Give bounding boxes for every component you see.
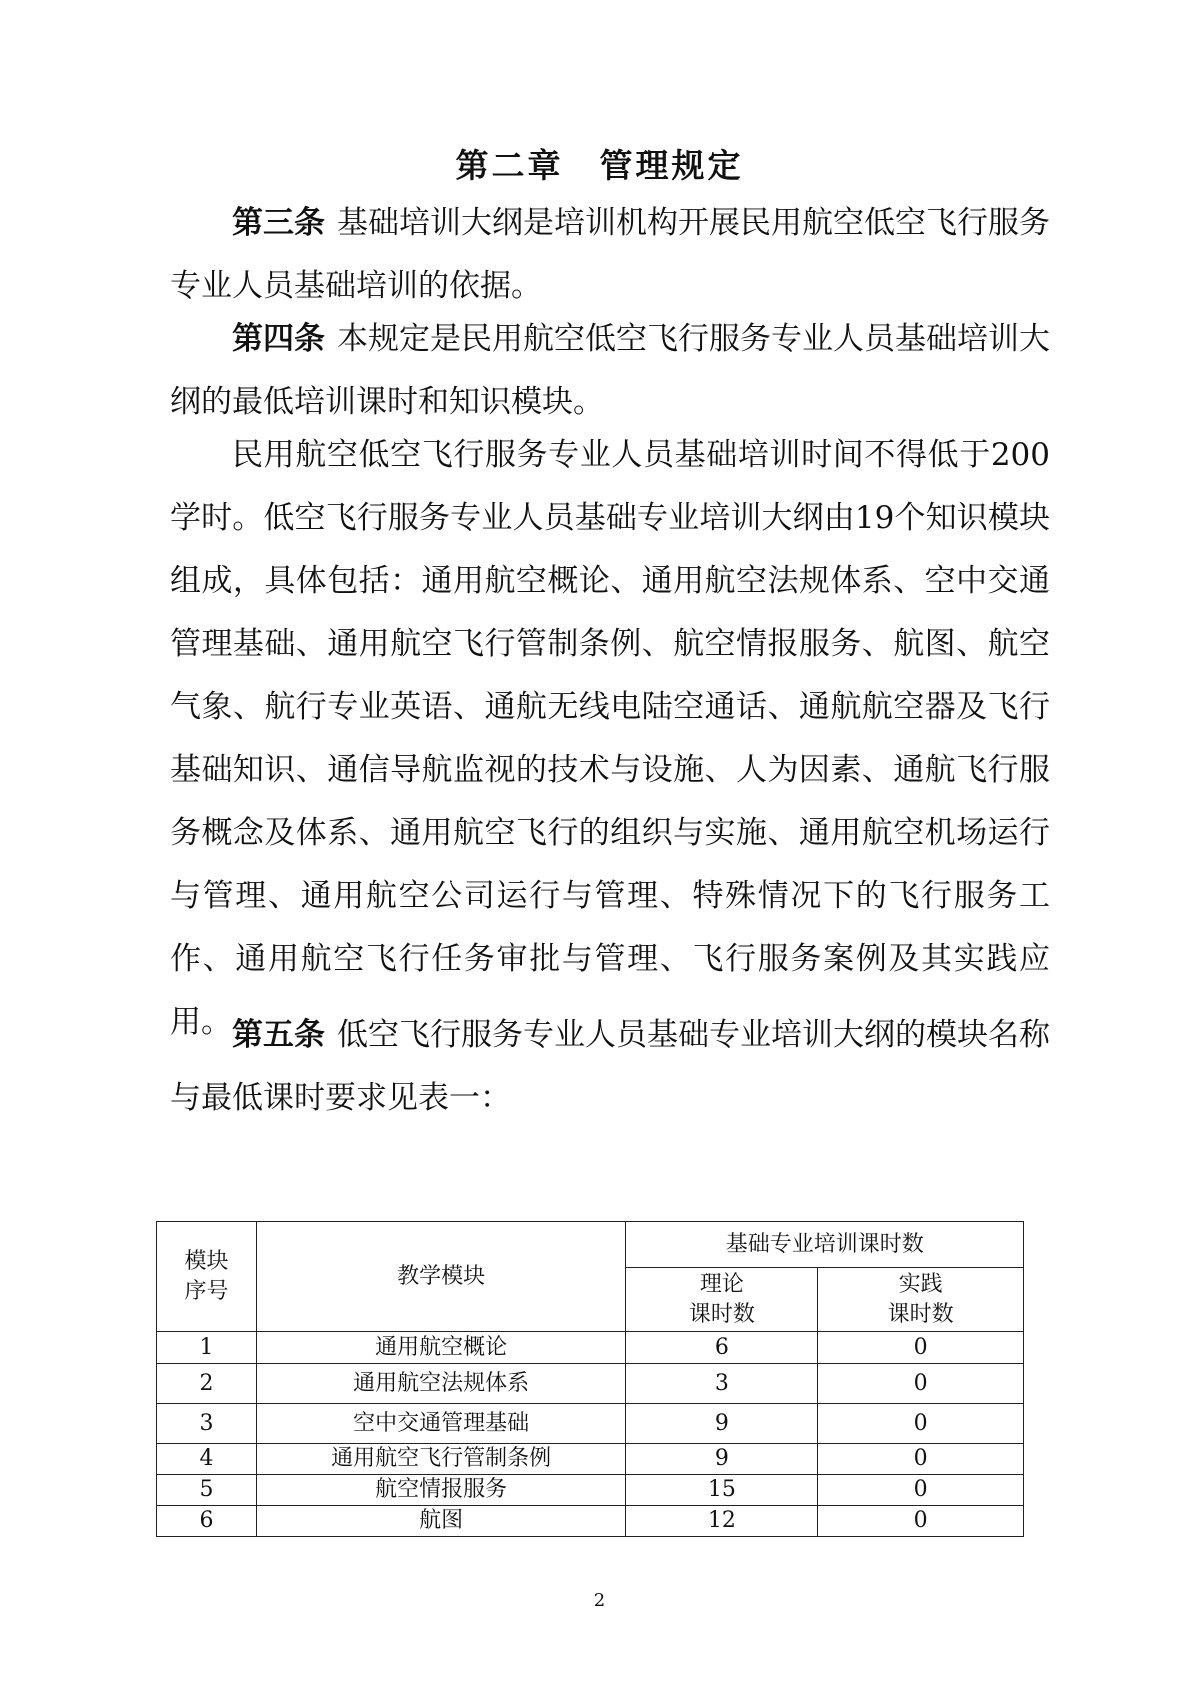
cell-theory: 9 xyxy=(626,1404,818,1444)
page-number: 2 xyxy=(593,1590,606,1611)
cell-theory: 3 xyxy=(626,1364,818,1404)
header-teaching-module: 教学模块 xyxy=(256,1222,626,1332)
cell-theory: 15 xyxy=(626,1475,818,1506)
article-4 xyxy=(170,308,1050,434)
cell-practice: 0 xyxy=(818,1404,1024,1444)
table-row xyxy=(157,1404,1024,1444)
cell-theory: 12 xyxy=(626,1506,818,1537)
header-text: 理论 xyxy=(699,1271,744,1297)
cell-no: 5 xyxy=(157,1475,257,1506)
cell-practice: 0 xyxy=(818,1364,1024,1404)
header-text: 实践 xyxy=(898,1271,943,1297)
cell-no: 3 xyxy=(157,1404,257,1444)
cell-module: 通用航空法规体系 xyxy=(256,1364,626,1404)
article-text: 基础培训大纲是培训机构开展民用航空低空飞行服务专业人员基础培训的依据。 xyxy=(170,205,1050,304)
header-text: 课时数 xyxy=(887,1301,954,1327)
header-text: 课时数 xyxy=(688,1301,755,1327)
cell-practice: 0 xyxy=(818,1506,1024,1537)
article-label: 第四条 xyxy=(232,321,325,357)
chapter-title: 第二章 管理规定 xyxy=(455,146,744,185)
cell-module: 通用航空概论 xyxy=(256,1332,626,1364)
cell-practice: 0 xyxy=(818,1475,1024,1506)
paragraph-modules xyxy=(170,424,1050,1054)
cell-practice: 0 xyxy=(818,1444,1024,1475)
table-row xyxy=(157,1364,1024,1404)
table-header-row xyxy=(157,1222,1024,1268)
cell-practice: 0 xyxy=(818,1332,1024,1364)
cell-no: 4 xyxy=(157,1444,257,1475)
table-row xyxy=(157,1475,1024,1506)
paragraph-text: 民用航空低空飞行服务专业人员基础培训时间不得低于200学时。低空飞行服务专业人员基础专业培训大纲由19个知识模块组成，具体包括：通用航空概论、通用航空法规体系、空中交通管理基础、通用航空飞行管制条例、航空情报服务、航图、航空气象、航行专业英语、通航无线电陆空通话、通航航空器及飞行基础知识、通信导航监视的技术与设施、人为因素、通航飞行服务概念及体系、通用航空飞行的组织与实施、通用航空机场运行与管理、通用航空公司运行与管理、特殊情况下的飞行服务工作、通用航空飞行任务审批与管理、飞行服务案例及其实践应用。 xyxy=(170,437,1050,1040)
article-label: 第三条 xyxy=(232,205,325,241)
article-label: 第五条 xyxy=(232,1017,325,1053)
header-text: 序号 xyxy=(184,1278,229,1304)
cell-module: 通用航空飞行管制条例 xyxy=(256,1444,626,1475)
article-5 xyxy=(170,1004,1050,1130)
cell-theory: 9 xyxy=(626,1444,818,1475)
course-hours-table xyxy=(156,1221,1024,1537)
header-hours-group: 基础专业培训课时数 xyxy=(626,1222,1024,1268)
table-row xyxy=(157,1506,1024,1537)
table-row xyxy=(157,1332,1024,1364)
cell-no: 2 xyxy=(157,1364,257,1404)
cell-no: 1 xyxy=(157,1332,257,1364)
cell-no: 6 xyxy=(157,1506,257,1537)
article-text: 低空飞行服务专业人员基础专业培训大纲的模块名称与最低课时要求见表一： xyxy=(170,1017,1050,1116)
header-theory xyxy=(626,1268,818,1332)
cell-module: 航图 xyxy=(256,1506,626,1537)
cell-module: 空中交通管理基础 xyxy=(256,1404,626,1444)
cell-theory: 6 xyxy=(626,1332,818,1364)
header-module-no xyxy=(157,1222,257,1332)
header-practice xyxy=(818,1268,1024,1332)
table-row xyxy=(157,1444,1024,1475)
article-text: 本规定是民用航空低空飞行服务专业人员基础培训大纲的最低培训课时和知识模块。 xyxy=(170,321,1050,420)
cell-module: 航空情报服务 xyxy=(256,1475,626,1506)
header-text: 模块 xyxy=(184,1248,229,1274)
article-3 xyxy=(170,192,1050,318)
